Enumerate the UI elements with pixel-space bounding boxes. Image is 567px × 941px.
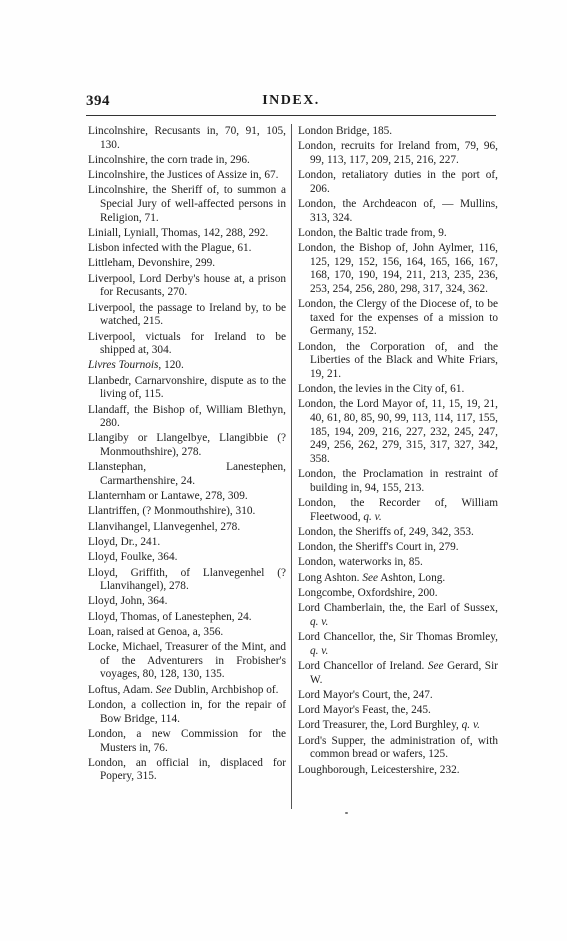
entry-text: Lloyd, Griffith, of Llanvegenhel (? Llanvihangel), 278.: [88, 566, 286, 593]
entry-text: Lloyd, Dr., 241.: [88, 536, 161, 548]
index-entry: [298, 660, 498, 687]
entry-text: Lloyd, Foulke, 364.: [88, 551, 178, 564]
page-number: 394: [86, 93, 110, 109]
entry-text: London, the Sheriff's Court in, 279.: [298, 541, 459, 554]
index-entry: [298, 541, 498, 555]
entry-text: Lloyd, John, 364.: [88, 595, 168, 608]
entry-text: Lord Chancellor, the, Sir Thomas Bromley,: [298, 631, 498, 644]
entry-text: , 120.: [158, 359, 184, 372]
ink-mark: [345, 812, 348, 814]
entry-text: London Bridge, 185.: [298, 125, 393, 137]
running-head: INDEX.: [262, 93, 320, 108]
index-entry: [298, 383, 498, 397]
entry-text: Lord Chamberlain, the, the Earl of Sussex,: [298, 602, 498, 615]
index-entry: [298, 497, 498, 524]
index-entry: [88, 273, 286, 300]
entry-text: London, the Bishop of, John Aylmer, 116, 125, 129, 152, 156, 164, 165, 166, 167, 168, 170, 190, 194, 211, 213, 235, 236, 253, 254, 256, 280, 298, 317, 324, 362.: [298, 242, 498, 295]
index-entry: [298, 572, 498, 586]
page-header: [86, 93, 496, 113]
index-column-right: [298, 125, 498, 779]
index-entry: [88, 404, 286, 431]
entry-text: Dublin, Archbishop of.: [171, 683, 279, 696]
index-entry: [298, 227, 498, 241]
entry-text: Liverpool, Lord Derby's house at, a prison for Recusants, 270.: [88, 272, 286, 299]
index-entry: [88, 242, 286, 256]
entry-text: Llandaff, the Bishop of, William Blethyn, 280.: [88, 403, 286, 430]
entry-text: Lincolnshire, the Sheriff of, to summon a Special Jury of well-affected persons in Religion, 71.: [88, 184, 286, 224]
index-entry: [88, 611, 286, 625]
index-entry: [88, 699, 286, 726]
index-entry: [298, 298, 498, 339]
entry-italic-text: q. v.: [461, 719, 480, 732]
entry-text: Llanternham or Lantawe, 278, 309.: [88, 490, 248, 503]
entry-text: London, retaliatory duties in the port of, 206.: [298, 169, 498, 195]
entry-text: Locke, Michael, Treasurer of the Mint, and of the Adventurers in Frobisher's voyages, 80, 128, 130, 135.: [88, 641, 286, 681]
index-entry: [88, 626, 286, 640]
entry-italic-text: See: [362, 571, 379, 584]
index-entry: [88, 227, 286, 241]
index-entry: [298, 587, 498, 601]
index-entry: [298, 398, 498, 466]
entry-italic-text: See: [427, 660, 444, 673]
index-entry: [298, 719, 498, 733]
index-entry: [88, 257, 286, 271]
index-entry: [88, 184, 286, 225]
entry-text: Gerard, Sir W.: [310, 660, 498, 686]
index-entry: [88, 567, 286, 594]
entry-text: Loftus, Adam.: [88, 683, 156, 696]
entry-text: London, the Proclamation in restraint of building in, 94, 155, 213.: [298, 468, 498, 494]
index-entry: [88, 505, 286, 519]
entry-text: Lord Mayor's Feast, the, 245.: [298, 704, 431, 717]
index-entry: [88, 536, 286, 550]
index-entry: [88, 684, 286, 698]
entry-text: London, a new Commission for the Musters in, 76.: [88, 727, 286, 754]
entry-text: Lisbon infected with the Plague, 61.: [88, 242, 252, 255]
entry-text: London, a collection in, for the repair of Bow Bridge, 114.: [88, 699, 286, 725]
index-entry: [298, 735, 498, 762]
index-entry: [88, 757, 286, 784]
entry-text: Loan, raised at Genoa, a, 356.: [88, 626, 224, 638]
index-entry: [298, 689, 498, 703]
entry-text: Llangiby or Llangelbye, Llangibbie (? Monmouthshire), 278.: [88, 432, 286, 458]
index-entry: [298, 526, 498, 540]
entry-text: Lord's Supper, the administration of, with common bread or wafers, 125.: [298, 734, 498, 761]
entry-italic-text: q. v.: [363, 510, 382, 523]
entry-text: Longcombe, Oxfordshire, 200.: [298, 587, 438, 599]
index-entry: [88, 359, 286, 373]
entry-text: Llantriffen, (? Monmouthshire), 310.: [88, 505, 256, 518]
entry-italic-text: q. v.: [310, 615, 329, 628]
entry-text: London, the Archdeacon of, — Mullins, 313, 324.: [298, 198, 498, 224]
entry-text: Lincolnshire, Recusants in, 70, 91, 105, 130.: [88, 125, 286, 151]
entry-text: London, the Lord Mayor of, 11, 15, 19, 21, 40, 61, 80, 85, 90, 99, 113, 114, 117, 155, 185, 194, 209, 216, 227, 232, 245, 247, 249, 256, 262, 279, 315, 317, 327, 342, 358.: [298, 398, 498, 465]
index-entry: [298, 468, 498, 495]
index-entry: [298, 602, 498, 629]
entry-text: Llanvihangel, Llanvegenhel, 278.: [88, 520, 241, 533]
index-entry: [298, 631, 498, 658]
index-entry: [298, 764, 498, 778]
index-entry: [88, 169, 286, 183]
index-entry: [298, 242, 498, 296]
entry-text: London, the Baltic trade from, 9.: [298, 226, 447, 239]
index-entry: [88, 461, 286, 488]
index-entry: [88, 432, 286, 459]
index-entry: [88, 331, 286, 358]
index-column-left: [88, 125, 286, 786]
entry-text: London, an official in, displaced for Popery, 315.: [88, 756, 286, 783]
entry-text: London, the Corporation of, and the Liberties of the Black and White Friars, 19, 21.: [298, 340, 498, 380]
entry-text: Lord Chancellor of Ireland.: [298, 660, 428, 673]
entry-text: Ashton, Long.: [378, 571, 446, 584]
index-entry: [88, 551, 286, 565]
entry-italic-text: Livres Tournois: [88, 359, 159, 372]
index-entry: [298, 140, 498, 167]
index-entry: [88, 595, 286, 609]
index-entry: [88, 728, 286, 755]
entry-text: Llanbedr, Carnarvonshire, dispute as to the living of, 115.: [88, 374, 286, 401]
entry-text: Lord Mayor's Court, the, 247.: [298, 688, 433, 701]
index-entry: [298, 341, 498, 382]
index-entry: [88, 521, 286, 535]
entry-text: Liverpool, victuals for Ireland to be shipped at, 304.: [88, 330, 286, 357]
entry-text: Lincolnshire, the Justices of Assize in, 67.: [88, 169, 279, 182]
entry-text: Lloyd, Thomas, of Lanestephen, 24.: [88, 610, 252, 623]
entry-italic-text: See: [155, 683, 172, 696]
entry-text: Littleham, Devonshire, 299.: [88, 257, 216, 270]
entry-text: Long Ashton.: [298, 571, 363, 584]
entry-text: Lincolnshire, the corn trade in, 296.: [88, 153, 250, 166]
index-entry: [298, 704, 498, 718]
index-entry: [88, 125, 286, 152]
entry-text: Liverpool, the passage to Ireland by, to be watched, 215.: [88, 301, 286, 328]
index-entry: [88, 641, 286, 682]
index-entry: [88, 490, 286, 504]
index-entry: [298, 556, 498, 570]
index-entry: [88, 302, 286, 329]
index-entry: [88, 375, 286, 402]
index-entry: [298, 125, 498, 139]
entry-text: London, the Clergy of the Diocese of, to be taxed for the expenses of a mission to Germany, 152.: [298, 298, 498, 338]
index-entry: [88, 154, 286, 168]
entry-text: London, waterworks in, 85.: [298, 556, 423, 569]
entry-text: London, the Sheriffs of, 249, 342, 353.: [298, 525, 474, 538]
entry-text: Lord Treasurer, the, Lord Burghley,: [298, 719, 462, 732]
header-rule: [86, 115, 496, 116]
entry-text: Liniall, Lyniall, Thomas, 142, 288, 292.: [88, 226, 269, 239]
entry-text: London, the levies in the City of, 61.: [298, 383, 465, 396]
entry-text: Loughborough, Leicestershire, 232.: [298, 763, 460, 776]
index-entry: [298, 169, 498, 196]
index-entry: [298, 198, 498, 225]
column-divider: [291, 124, 292, 809]
entry-italic-text: q. v.: [310, 644, 329, 657]
entry-text: London, recruits for Ireland from, 79, 96, 99, 113, 117, 209, 215, 216, 227.: [298, 140, 498, 166]
entry-text: London, the Recorder of, William Fleetwood,: [298, 497, 498, 523]
entry-text: Llanstephan, Lanestephen, Carmarthenshire, 24.: [88, 461, 286, 487]
